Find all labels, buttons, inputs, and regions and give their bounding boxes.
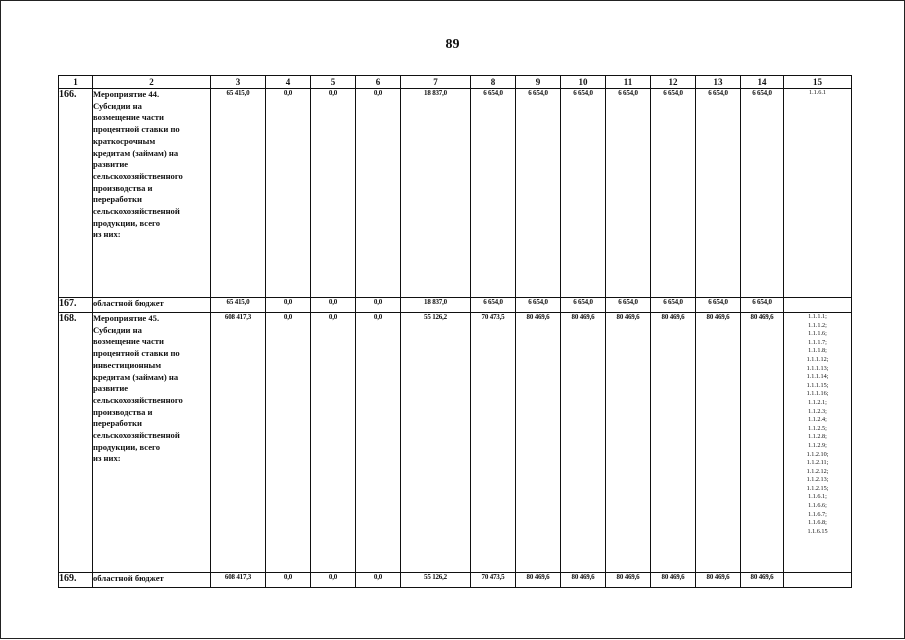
value-cell: 0,0 [311, 89, 356, 298]
code-item: 1.1.2.13; [806, 476, 829, 484]
value-cell: 0,0 [356, 89, 401, 298]
table-row [59, 573, 852, 588]
code-item: 1.1.6.1 [808, 89, 826, 96]
value-cell: 6 654,0 [696, 89, 741, 298]
code-item: 1.1.1.12; [806, 355, 829, 363]
code-item: 1.1.6.1; [808, 493, 827, 501]
code-item: 1.1.2.11; [806, 459, 829, 467]
page-number: 89 [445, 37, 460, 52]
row-title: областной бюджет [93, 298, 211, 313]
row-title: областной бюджет [93, 573, 211, 588]
value-cell: 80 469,6 [606, 313, 651, 573]
value-cell: 6 654,0 [741, 89, 784, 298]
value-cell: 70 473,5 [471, 313, 516, 573]
value-cell: 80 469,6 [516, 573, 561, 588]
column-header: 5 [311, 76, 356, 89]
column-header: 6 [356, 76, 401, 89]
code-item: 1.1.6.7; [808, 510, 827, 518]
value-cell: 0,0 [266, 573, 311, 588]
value-cell: 80 469,6 [651, 573, 696, 588]
value-cell: 6 654,0 [471, 298, 516, 313]
value-cell: 608 417,3 [211, 573, 266, 588]
value-cell: 80 469,6 [741, 573, 784, 588]
value-cell: 6 654,0 [471, 89, 516, 298]
column-header: 2 [93, 76, 211, 89]
code-item: 1.1.2.9; [808, 441, 827, 449]
value-cell: 55 126,2 [401, 573, 471, 588]
code-item: 1.1.2.12; [806, 467, 829, 475]
value-cell: 6 654,0 [561, 298, 606, 313]
code-item: 1.1.1.2; [808, 321, 827, 329]
value-cell: 0,0 [266, 313, 311, 573]
column-header: 7 [401, 76, 471, 89]
code-item: 1.1.1.6; [808, 330, 827, 338]
column-header: 11 [606, 76, 651, 89]
code-item: 1.1.1.7; [808, 338, 827, 346]
value-cell: 80 469,6 [696, 573, 741, 588]
column-header: 9 [516, 76, 561, 89]
column-header: 4 [266, 76, 311, 89]
codes-cell [784, 89, 852, 298]
column-header: 15 [784, 76, 852, 89]
code-item: 1.1.2.5; [808, 424, 827, 432]
value-cell: 0,0 [311, 298, 356, 313]
row-number: 166. [59, 89, 93, 298]
value-cell: 6 654,0 [696, 298, 741, 313]
code-item: 1.1.1.1; [808, 313, 827, 320]
value-cell: 6 654,0 [561, 89, 606, 298]
header-row [59, 76, 852, 89]
value-cell: 18 837,0 [401, 89, 471, 298]
code-item: 1.1.1.15; [806, 381, 829, 389]
code-item: 1.1.1.16; [806, 390, 829, 398]
code-item: 1.1.2.3; [808, 407, 827, 415]
code-item: 1.1.2.15; [806, 484, 829, 492]
code-item: 1.1.2.8; [808, 433, 827, 441]
codes-cell [784, 573, 852, 588]
row-title: Мероприятие 45. Субсидии на возмещение части процентной ставки по инвестиционным кредитам (займам) на развитие сельскохозяйственного производства и переработки сельскохозяйственной продукции, всего из них: [93, 313, 211, 573]
row-number: 167. [59, 298, 93, 313]
value-cell: 80 469,6 [696, 313, 741, 573]
code-item: 1.1.2.1; [808, 398, 827, 406]
code-item: 1.1.1.13; [806, 364, 829, 372]
value-cell: 80 469,6 [741, 313, 784, 573]
row-title: Мероприятие 44. Субсидии на возмещение части процентной ставки по краткосрочным кредитам (займам) на развитие сельскохозяйственного производства и переработки сельскохозяйственной продукции, всего из них: [93, 89, 211, 298]
column-header: 14 [741, 76, 784, 89]
value-cell: 80 469,6 [516, 313, 561, 573]
table-row [59, 89, 852, 298]
codes-cell [784, 313, 852, 573]
code-item: 1.1.6.6; [808, 502, 827, 510]
value-cell: 0,0 [311, 573, 356, 588]
row-number: 169. [59, 573, 93, 588]
column-header: 3 [211, 76, 266, 89]
value-cell: 18 837,0 [401, 298, 471, 313]
value-cell: 0,0 [356, 298, 401, 313]
value-cell: 70 473,5 [471, 573, 516, 588]
value-cell: 0,0 [266, 89, 311, 298]
column-header: 1 [59, 76, 93, 89]
value-cell: 65 415,0 [211, 298, 266, 313]
column-header: 10 [561, 76, 606, 89]
codes-cell [784, 298, 852, 313]
budget-table [58, 75, 852, 588]
value-cell: 6 654,0 [516, 298, 561, 313]
value-cell: 65 415,0 [211, 89, 266, 298]
table-row [59, 298, 852, 313]
value-cell: 55 126,2 [401, 313, 471, 573]
value-cell: 6 654,0 [606, 298, 651, 313]
code-item: 1.1.6.8; [808, 519, 827, 527]
value-cell: 6 654,0 [651, 89, 696, 298]
value-cell: 80 469,6 [606, 573, 651, 588]
value-cell: 80 469,6 [651, 313, 696, 573]
value-cell: 6 654,0 [606, 89, 651, 298]
code-item: 1.1.2.10; [806, 450, 829, 458]
value-cell: 608 417,3 [211, 313, 266, 573]
value-cell: 6 654,0 [651, 298, 696, 313]
table-row [59, 313, 852, 573]
value-cell: 0,0 [311, 313, 356, 573]
value-cell: 0,0 [356, 313, 401, 573]
code-item: 1.1.1.14; [806, 373, 829, 381]
value-cell: 0,0 [266, 298, 311, 313]
code-item: 1.1.6.15 [807, 527, 828, 535]
row-number: 168. [59, 313, 93, 573]
code-item: 1.1.1.8; [808, 347, 827, 355]
value-cell: 80 469,6 [561, 313, 606, 573]
column-header: 12 [651, 76, 696, 89]
value-cell: 6 654,0 [516, 89, 561, 298]
column-header: 8 [471, 76, 516, 89]
code-item: 1.1.2.4; [808, 416, 827, 424]
value-cell: 80 469,6 [561, 573, 606, 588]
value-cell: 6 654,0 [741, 298, 784, 313]
column-header: 13 [696, 76, 741, 89]
value-cell: 0,0 [356, 573, 401, 588]
